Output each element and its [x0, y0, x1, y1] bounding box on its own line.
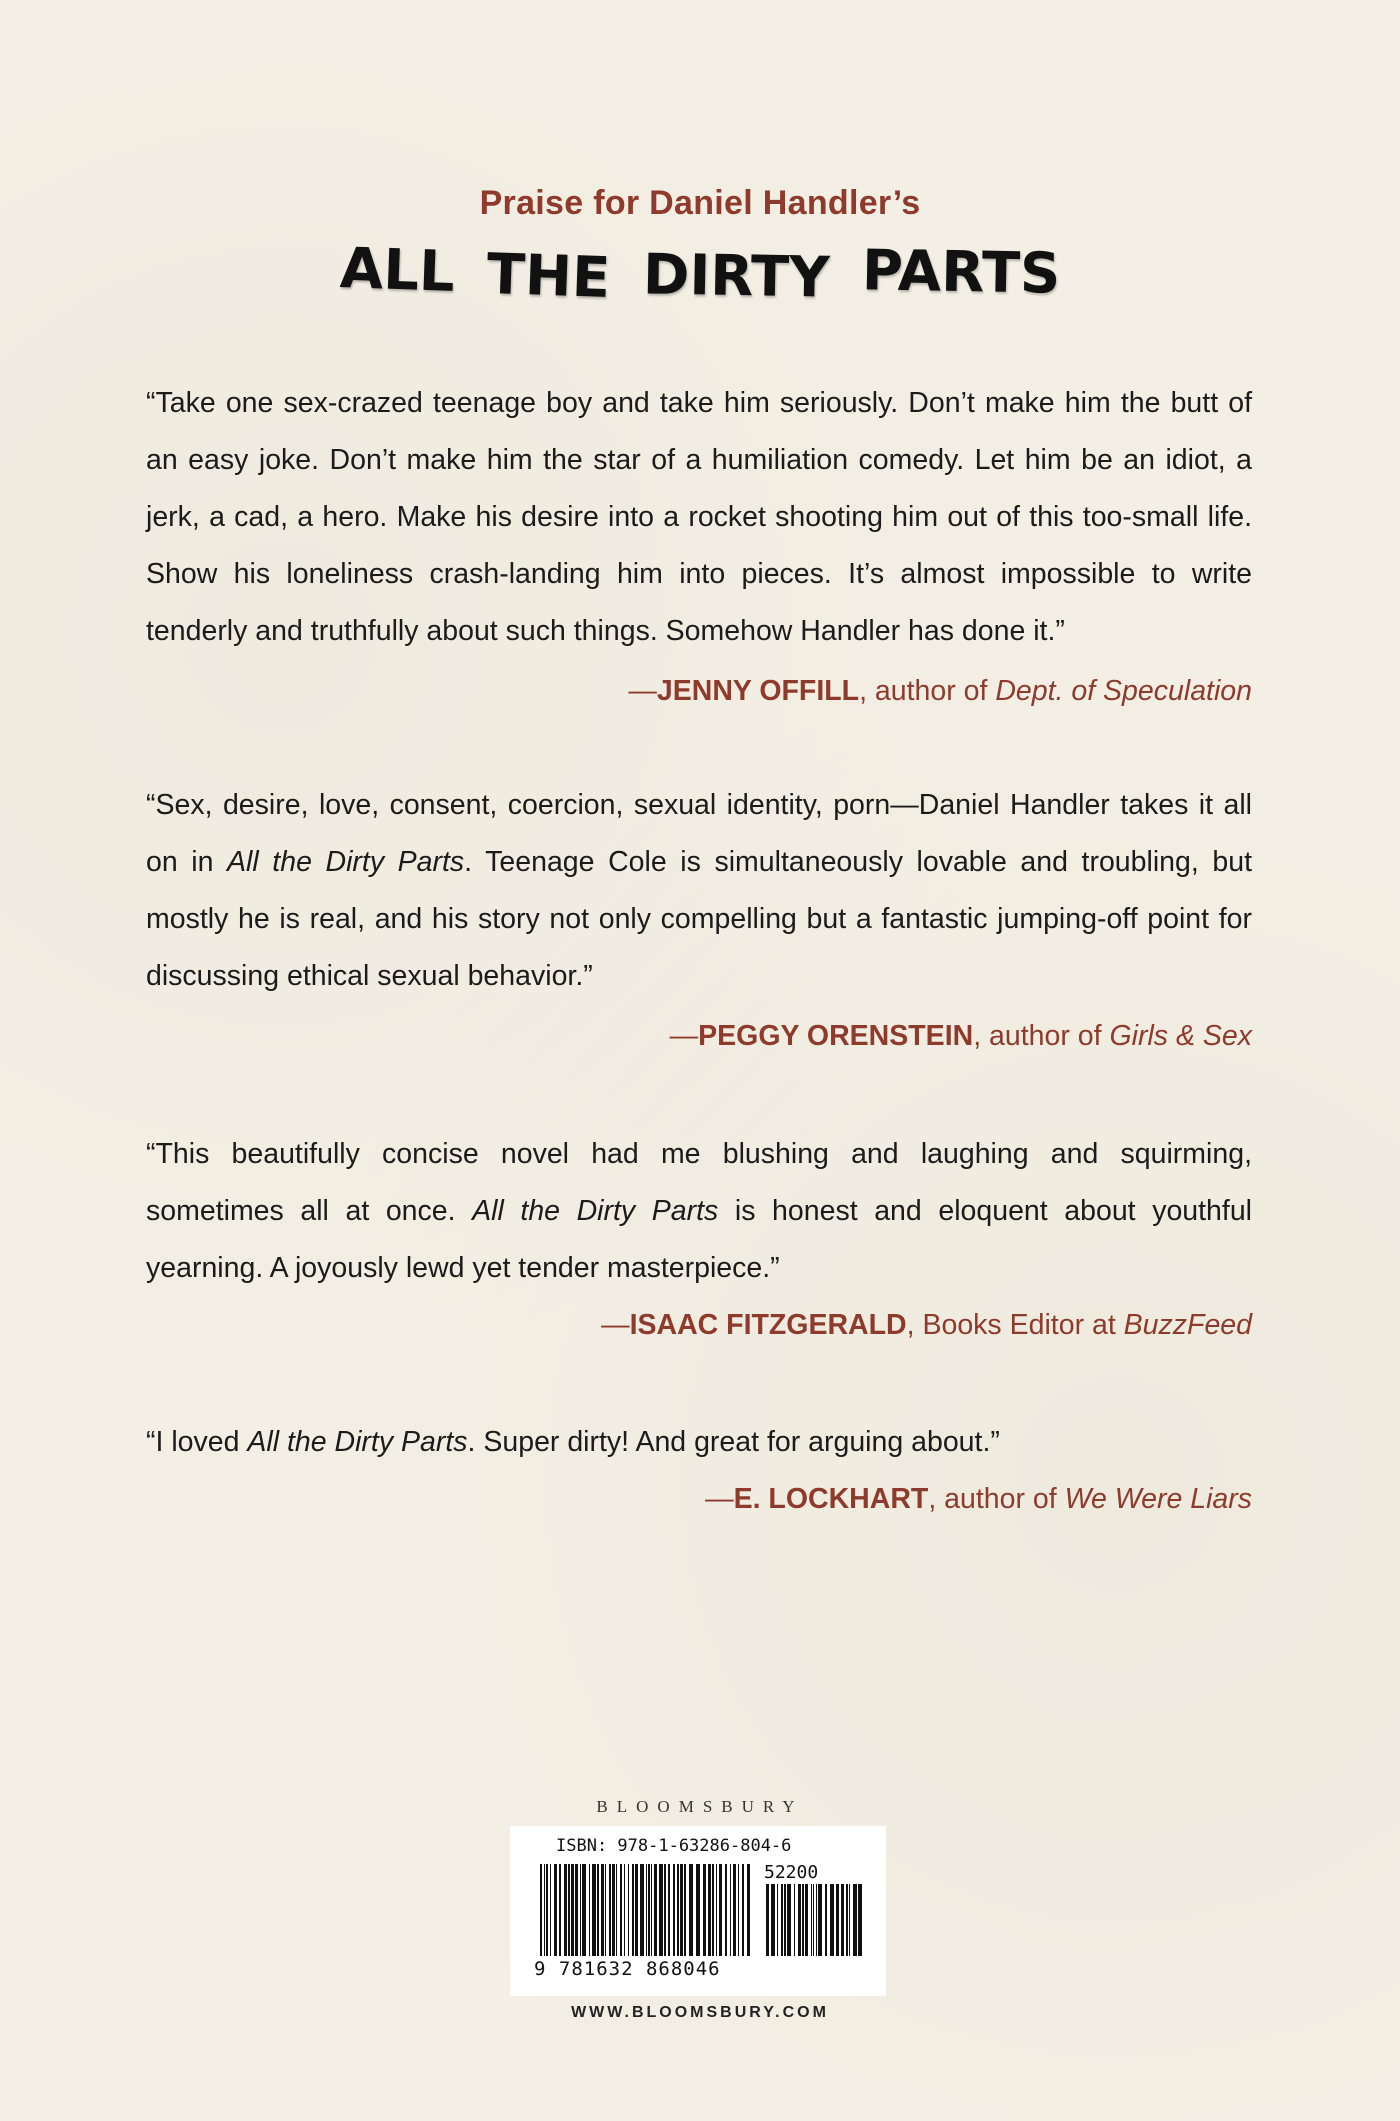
barcode-bar	[787, 1884, 791, 1956]
quote-text: is honest and eloquent about youthful yearning. A joyously lewd yet tender masterpiece.”	[146, 1195, 1253, 1284]
attribution-name: JENNY OFFILL	[656, 675, 860, 707]
title-word: PARTS	[861, 238, 1061, 307]
quote-book-title: All the Dirty Parts	[227, 846, 465, 878]
blurb-attribution-orenstein	[670, 1008, 1252, 1065]
barcode-bar	[853, 1884, 857, 1956]
barcode-bar	[568, 1864, 570, 1956]
barcode-bar	[798, 1884, 801, 1956]
barcode-bar	[818, 1884, 822, 1956]
barcode-bar	[719, 1864, 722, 1956]
barcode-bar	[849, 1884, 850, 1956]
quote-text: “This beautifully concise novel had me blushing and laughing and squirming, sometimes all at once.	[146, 1138, 1252, 1227]
attribution-dash: —	[601, 1309, 630, 1341]
attribution-work: BuzzFeed	[1123, 1309, 1252, 1341]
barcode-bar	[659, 1864, 663, 1956]
barcode-bar	[664, 1864, 666, 1956]
blurb-quote-offill	[146, 375, 1252, 660]
barcode-bar	[554, 1864, 557, 1956]
barcode-bar	[544, 1864, 545, 1956]
barcode-bar	[582, 1864, 586, 1956]
blurb-attribution-offill	[628, 663, 1252, 720]
attribution-dash: —	[705, 1483, 734, 1515]
barcode-bar	[605, 1864, 606, 1956]
barcode-bar	[730, 1864, 731, 1956]
barcode-bar	[597, 1864, 599, 1956]
barcode-bar	[546, 1864, 548, 1956]
barcode-bar	[673, 1864, 675, 1956]
barcode-bar	[781, 1884, 783, 1956]
barcode-bar	[738, 1864, 739, 1956]
barcode-bars-addon	[766, 1884, 862, 1956]
quote-text: . Super dirty! And great for arguing about.”	[467, 1426, 1000, 1458]
barcode-bar	[813, 1884, 814, 1956]
attribution-name: PEGGY ORENSTEIN	[698, 1020, 974, 1052]
barcode-bar	[646, 1864, 647, 1956]
barcode-bar	[550, 1864, 551, 1956]
barcode-bar	[805, 1884, 808, 1956]
book-title	[0, 236, 1400, 312]
barcode-bar	[624, 1864, 625, 1956]
attribution-role: , author of	[973, 1020, 1110, 1052]
attribution-work: Dept. of Speculation	[995, 675, 1252, 707]
attribution-name: E. LOCKHART	[733, 1483, 929, 1515]
barcode-bar	[716, 1864, 717, 1956]
attribution-dash: —	[669, 1020, 699, 1052]
barcode-bar	[559, 1864, 561, 1956]
barcode-bar	[612, 1864, 615, 1956]
barcode-digits: 9 781632 868046	[534, 1958, 721, 1980]
barcode-bar	[811, 1884, 812, 1956]
barcode-bar	[684, 1864, 686, 1956]
quote-text: “Take one sex-crazed teenage boy and take him seriously. Don’t make him the butt of an easy joke. Don’t make him the star of a humiliation comedy. Let him be an idiot, a jerk, a cad, a hero. Make his desire into a rocket shooting him out of this too-small life. Show his loneliness crash-landing him into pieces. It’s almost impossible to write tenderly and truthfully about such things. Somehow Handler has done it.”	[146, 387, 1252, 647]
barcode-bar	[841, 1884, 844, 1956]
attribution-role: , Books Editor at	[906, 1309, 1124, 1341]
blurb-quote-fitzgerald	[146, 1126, 1252, 1297]
barcode-bar	[575, 1864, 578, 1956]
publisher-logo: BLOOMSBURY	[596, 1797, 804, 1816]
barcode-bar	[620, 1864, 622, 1956]
barcode-bar	[589, 1864, 590, 1956]
blurb-quote-lockhart	[146, 1414, 1252, 1471]
barcode-bar	[564, 1864, 567, 1956]
price-code: 52200	[764, 1862, 819, 1883]
praise-heading: Praise for Daniel Handler’s	[479, 184, 921, 222]
barcode-bar	[816, 1884, 817, 1956]
barcode-bar	[654, 1864, 657, 1956]
title-word: DIRTY	[642, 242, 830, 311]
isbn-text: ISBN: 978-1-63286-804-6	[556, 1836, 792, 1856]
barcode-bar	[677, 1864, 679, 1956]
attribution-dash: —	[628, 675, 657, 707]
quote-text: . Teenage Cole is simultaneously lovable and troubling, but mostly he is real, and his story not only compelling but a fantastic jumping-off point for discussing ethical sexual behavior.”	[146, 846, 1252, 992]
blurb-quote-orenstein	[146, 777, 1252, 1005]
attribution-role: , author of	[859, 675, 996, 707]
barcode-bar	[635, 1864, 638, 1956]
quote-book-title: All the Dirty Parts	[472, 1195, 719, 1227]
barcode-bar	[571, 1864, 574, 1956]
barcode-bar	[580, 1864, 581, 1956]
barcode-bar	[651, 1864, 652, 1956]
barcode-bar	[747, 1864, 750, 1956]
barcode-bar	[777, 1884, 778, 1956]
barcode-bar	[592, 1864, 596, 1956]
blurb-attribution-lockhart	[705, 1471, 1252, 1528]
barcode-bar	[830, 1884, 834, 1956]
barcode-bar	[802, 1884, 804, 1956]
barcode-bar	[858, 1884, 862, 1956]
barcode-bar	[628, 1864, 629, 1956]
barcode-bar	[632, 1864, 634, 1956]
barcode-bar	[696, 1864, 700, 1956]
barcode-bar	[689, 1864, 693, 1956]
attribution-work: Girls & Sex	[1109, 1020, 1252, 1052]
barcode-bar	[794, 1884, 795, 1956]
barcode-bar	[540, 1864, 542, 1956]
barcode-bar	[766, 1884, 769, 1956]
quote-text: “I loved	[146, 1426, 248, 1458]
title-word: ALL	[338, 236, 456, 305]
quote-book-title: All the Dirty Parts	[247, 1426, 468, 1458]
blurb-attribution-fitzgerald	[601, 1297, 1252, 1354]
barcode-bar	[784, 1884, 786, 1956]
barcode-bar	[712, 1864, 714, 1956]
barcode-bar	[708, 1864, 711, 1956]
attribution-role: , author of	[928, 1483, 1065, 1515]
barcode-bar	[771, 1884, 775, 1956]
barcode-bar	[609, 1864, 611, 1956]
barcode-bar	[668, 1864, 670, 1956]
barcode-bar	[836, 1884, 839, 1956]
barcode-bar	[616, 1864, 617, 1956]
barcode-bar	[680, 1864, 683, 1956]
barcode-bar	[640, 1864, 644, 1956]
barcode-bar	[648, 1864, 650, 1956]
quote-text: “Sex, desire, love, consent, coercion, sexual identity, porn—Daniel Handler takes it all on in	[146, 789, 1252, 878]
barcode-bar	[601, 1864, 604, 1956]
barcode-bar	[733, 1864, 736, 1956]
isbn-barcode	[510, 1826, 886, 1996]
barcode-bars-main	[540, 1864, 750, 1956]
barcode-bar	[703, 1864, 706, 1956]
barcode-bar	[725, 1864, 727, 1956]
barcode-bar	[846, 1884, 848, 1956]
publisher-website: WWW.BLOOMSBURY.COM	[571, 2004, 829, 2021]
barcode-bar	[825, 1884, 827, 1956]
attribution-name: ISAAC FITZGERALD	[629, 1309, 907, 1341]
barcode-bar	[742, 1864, 744, 1956]
title-word: THE	[485, 241, 612, 312]
attribution-work: We Were Liars	[1064, 1483, 1252, 1515]
